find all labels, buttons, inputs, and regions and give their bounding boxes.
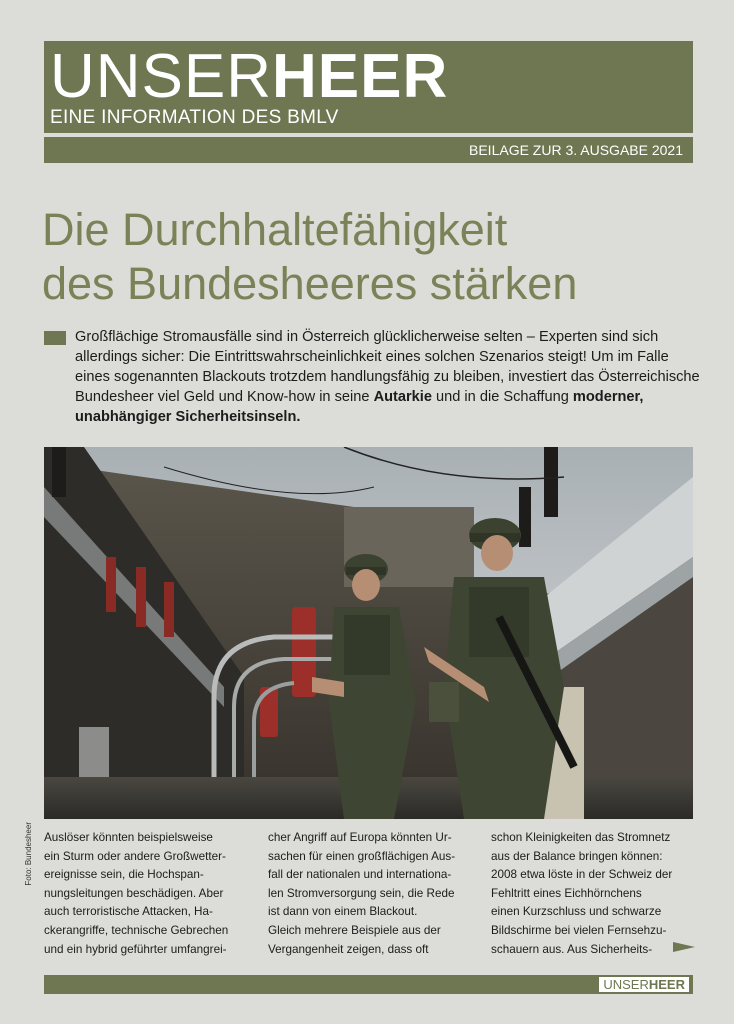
- soldiers-substation-illustration: [44, 447, 693, 819]
- hero-photo: [44, 447, 693, 819]
- photo-credit: Foto: Bundesheer: [24, 822, 33, 886]
- body-line: schon Kleinigkeiten das Stromnetz: [491, 831, 671, 844]
- body-line: aus der Balance bringen können:: [491, 849, 663, 863]
- body-line: len Stromversorgung sein, die Rede: [268, 886, 455, 900]
- body-line: schauern aus. Aus Sicherheits-: [491, 942, 653, 956]
- body-line: ckerangriffe, technische Gebrechen: [44, 923, 229, 937]
- body-line: Vergangenheit zeigen, dass oft: [268, 942, 429, 956]
- headline-line-1: Die Durchhaltefähigkeit: [42, 204, 508, 255]
- brand-bold: HEER: [272, 42, 449, 111]
- body-line: ein Sturm oder andere Großwetter-: [44, 849, 226, 863]
- body-line: einen Kurzschluss und schwarze: [491, 905, 662, 919]
- body-line: ist dann von einem Blackout.: [268, 905, 418, 919]
- body-line: fall der nationalen und internationa-: [268, 868, 452, 882]
- body-line: cher Angriff auf Europa könnten Ur-: [268, 831, 452, 844]
- brand-subtitle: EINE INFORMATION DES BMLV: [50, 107, 339, 128]
- issue-label: BEILAGE ZUR 3. AUSGABE 2021: [469, 142, 683, 158]
- body-column-1: [44, 829, 244, 959]
- body-line: Gleich mehrere Beispiele aus der: [268, 923, 441, 937]
- footer-logo: [599, 977, 689, 992]
- body-column-2: [268, 829, 468, 959]
- footer-bar: [44, 975, 693, 994]
- lead-bold-1: Autarkie: [373, 389, 432, 405]
- lead-marker: [44, 331, 66, 345]
- lead-mid: und in die Schaffung: [436, 389, 569, 405]
- body-line: Auslöser könnten beispielsweise: [44, 831, 213, 844]
- body-line: und ein hybrid geführter umfangrei-: [44, 942, 227, 956]
- headline-line-2: des Bundesheeres stärken: [42, 258, 578, 309]
- lead-bold-2: moderner, unabhängiger Sicherheitsinseln.: [75, 389, 644, 425]
- body-column-3: [491, 829, 691, 959]
- footer-logo-bold: HEER: [648, 977, 685, 992]
- body-line: sachen für einen großflächigen Aus-: [268, 849, 456, 863]
- continue-arrow-icon: [673, 942, 695, 952]
- issue-bar: [44, 137, 693, 163]
- body-line: 2008 etwa löste in der Schweiz der: [491, 868, 673, 882]
- brand-logo: [50, 42, 449, 111]
- lead-paragraph: [75, 327, 700, 427]
- lead-text: Großflächige Stromausfälle sind in Österreich glücklicherweise selten – Experten sind sich allerdings sicher: Die Eintrittswahrscheinlichkeit eines solchen Szenarios steigt! Um im Falle eines sogenannten Blackouts trotzdem handlungsfähig zu bleiben, investiert das Österreichische Bundesheer viel Geld und Know-how in seine: [75, 329, 700, 405]
- brand-light: UNSER: [50, 42, 273, 111]
- body-line: Fehltritt eines Eichhörnchens: [491, 886, 642, 900]
- body-line: ereignisse sein, die Hochspan-: [44, 868, 204, 882]
- body-line: nungsleitungen beschädigen. Aber: [44, 886, 224, 900]
- body-line: Bildschirme bei vielen Fernsehzu-: [491, 923, 667, 937]
- body-line: auch terroristische Attacken, Ha-: [44, 905, 213, 919]
- masthead: [44, 41, 693, 133]
- footer-logo-light: UNSER: [603, 977, 649, 992]
- page-title: [42, 203, 702, 311]
